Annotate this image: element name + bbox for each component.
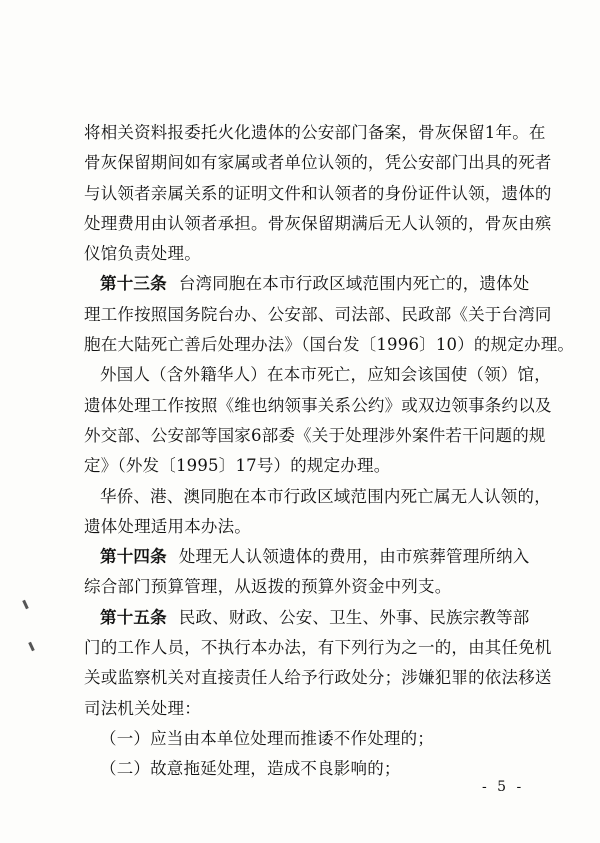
text-line: [84, 633, 552, 663]
text-line: [84, 421, 546, 451]
text-line: [84, 209, 552, 239]
line-text: 定》（外发〔1995〕17号）的规定办理。: [84, 456, 391, 476]
line-text: 将相关资料报委托火化遗体的公安部门备案，骨灰保留1年。在: [84, 123, 546, 142]
text-line: [84, 300, 552, 330]
line-text: 理工作按照国务院台办、公安部、司法部、民政部《关于台湾同: [84, 304, 552, 324]
line-text: 关或监察机关对直接责任人给予行政处分；涉嫌犯罪的依法移送: [84, 668, 552, 688]
line-text: 胞在大陆死亡善后处理办法》（国台发〔1996〕10）的规定办理。: [84, 335, 575, 355]
line-text: 处理费用由认领者承担。骨灰保留期满后无人认领的，骨灰由殡: [84, 213, 552, 233]
line-text: 仪馆负责处理。: [84, 244, 201, 264]
text-line: [84, 512, 524, 542]
scan-mark: [22, 600, 29, 609]
text-line: [84, 572, 524, 602]
line-text: 司法机关处理：: [84, 698, 201, 718]
text-line: [84, 330, 575, 360]
line-text: 遗体处理适用本办法。: [84, 516, 251, 536]
text-line: [84, 694, 524, 724]
line-text: 处理无人认领遗体的费用，由市殡葬管理所纳入: [178, 547, 530, 567]
line-text: 综合部门预算管理，从返拨的预算外资金中列支。: [84, 577, 452, 597]
text-line: [84, 118, 546, 148]
page-number: - 5 -: [482, 779, 525, 795]
article-label: 第十三条: [100, 274, 167, 294]
line-text: （一）应当由本单位处理而推诿不作处理的；: [100, 728, 434, 748]
text-line: [84, 451, 524, 481]
text-line: [84, 482, 551, 512]
article-label: 第十四条: [100, 547, 167, 567]
line-text: 骨灰保留期间如有家属或者单位认领的，凭公安部门出具的死者: [84, 153, 552, 173]
list-item: [84, 724, 524, 754]
line-text: 台湾同胞在本市行政区域范围内死亡的，遗体处: [178, 274, 530, 294]
document-body: [84, 118, 575, 785]
line-text: （二）故意拖延处理，造成不良影响的；: [100, 759, 401, 779]
list-item: [84, 754, 524, 784]
text-line: [84, 179, 552, 209]
line-text: 门的工作人员，不执行本办法，有下列行为之一的，由其任免机: [84, 638, 552, 658]
line-text: 民政、财政、公安、卫生、外事、民族宗教等部: [178, 607, 530, 627]
line-text: 与认领者亲属关系的证明文件和认领者的身份证件认领，遗体的: [84, 183, 552, 203]
article-14-line: [84, 542, 530, 572]
line-text: 外国人（含外籍华人）在本市死亡，应知会该国使（领）馆，: [100, 365, 551, 385]
scan-mark: [28, 642, 35, 651]
text-line: [84, 663, 552, 693]
text-line: [84, 239, 524, 269]
text-line: [84, 391, 552, 421]
text-line: [84, 360, 551, 390]
line-text: 遗体处理工作按照《维也纳领事关系公约》或双边领事条约以及: [84, 395, 552, 415]
article-13-line: [84, 269, 530, 299]
text-line: [84, 148, 552, 178]
article-15-line: [84, 603, 530, 633]
line-text: 外交部、公安部等国家6部委《关于处理涉外案件若干问题的规: [84, 425, 546, 445]
article-label: 第十五条: [100, 607, 167, 627]
line-text: 华侨、港、澳同胞在本市行政区域范围内死亡属无人认领的，: [100, 486, 551, 506]
